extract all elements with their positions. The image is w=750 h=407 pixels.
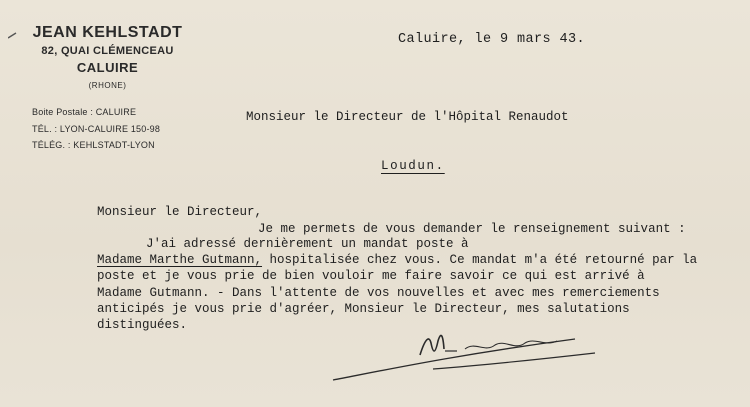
letter-salutation: Monsieur le Directeur, — [97, 205, 263, 219]
letter-body-line-7: distinguées. — [97, 318, 188, 332]
letter-body-line-3-rest: hospitalisée chez vous. Ce mandat m'a été retourné par la — [262, 253, 698, 267]
letter-recipient-city: Loudun. — [381, 159, 445, 173]
letter-body-line-4: poste et je vous prie de bien vouloir me faire savoir ce qui est arrivé à — [97, 269, 645, 283]
letterhead-boite-postale: Boite Postale : CALUIRE — [32, 107, 137, 117]
addressee-name: Madame Marthe Gutmann, — [97, 253, 263, 267]
letterhead-address: 82, QUAI CLÉMENCEAU — [41, 45, 174, 57]
letter-body-line-2: J'ai adressé dernièrement un mandat poste à — [146, 237, 469, 251]
letterhead-department: (RHONE) — [88, 81, 127, 90]
letterhead-city: CALUIRE — [76, 60, 139, 75]
letter-body-line-3 — [97, 253, 697, 267]
letterhead-telegraph: TÉLÉG. : KEHLSTADT-LYON — [32, 140, 155, 150]
letter-recipient: Monsieur le Directeur de l'Hôpital Renaudot — [246, 110, 569, 124]
letterhead-telephone: TÉL. : LYON-CALUIRE 150-98 — [32, 124, 161, 134]
letter-body-line-5: Madame Gutmann. - Dans l'attente de vos nouvelles et avec mes remerciements — [97, 286, 660, 300]
handwritten-signature — [325, 325, 605, 385]
letter-body-line-1: Je me permets de vous demander le renseignement suivant : — [258, 222, 686, 236]
letterhead-name: JEAN KEHLSTADT — [32, 24, 183, 41]
letter-date: Caluire, le 9 mars 43. — [398, 32, 586, 47]
letter-body-line-6: anticipés je vous prie d'agréer, Monsieur le Directeur, mes salutations — [97, 302, 630, 316]
